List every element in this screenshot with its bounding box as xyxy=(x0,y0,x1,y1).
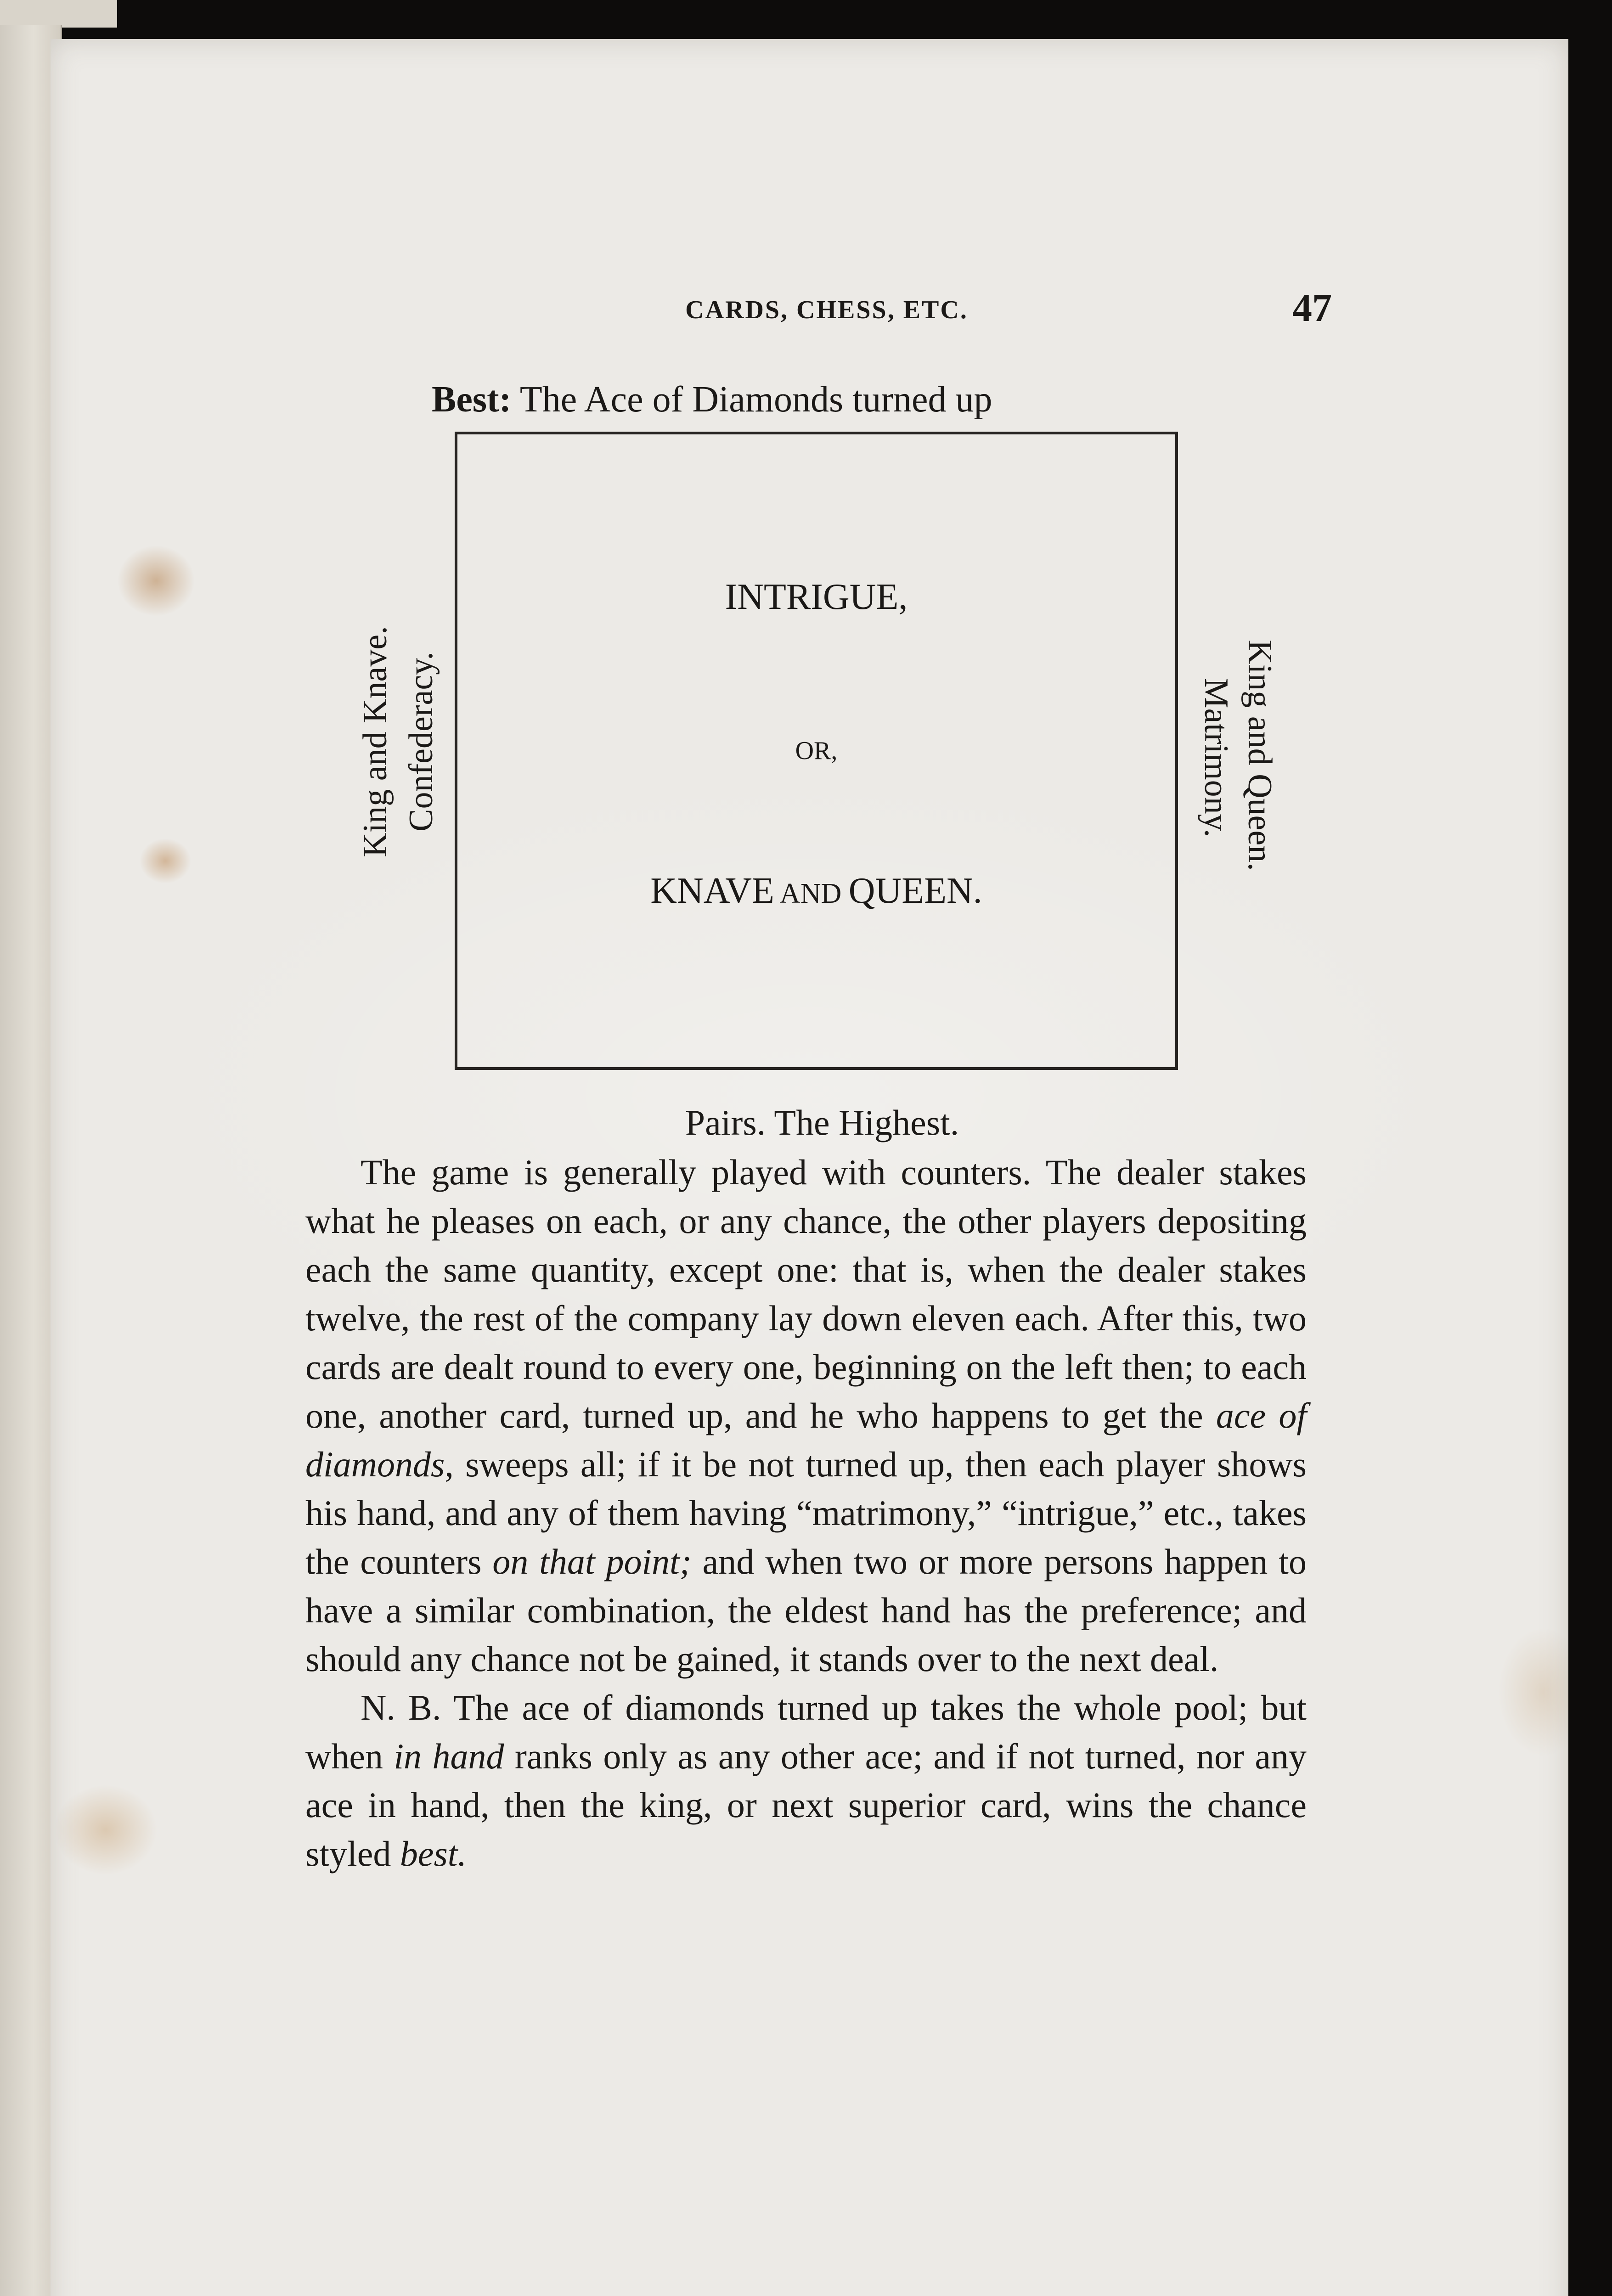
diagram-bottom-label: Pairs. The Highest. xyxy=(685,1103,959,1142)
queen-word: QUEEN. xyxy=(848,871,982,911)
diagram-left-inner-label: Confederacy. xyxy=(402,652,440,832)
diagram-right-inner-label: Matrimony. xyxy=(1197,678,1235,838)
diagram-left-outer-label: King and Knave. xyxy=(356,626,394,857)
page-number: 47 xyxy=(1292,286,1332,330)
paragraph-rules: The game is generally played with counters. The dealer stakes what he pleases on each, or any chance, the other players depositing each the same quantity, except one: that is, when the dealer stakes twelve, the rest of the company lay down eleven each. After this, two cards are dealt round to every one, beginning on the left then; to each one, another card, turned up, and he who happens to get the ace of diamonds, sweeps all; if it be not turned up, then each player shows his hand, and any of them having “matrimony,” “intrigue,” etc., takes the counters on that point; and when two or more persons happen to have a similar combination, the eldest hand has the preference; and should any chance not be gained, it stands over to the next deal. xyxy=(305,1152,1307,1679)
diagram-top-label xyxy=(432,374,1194,425)
emphasis-best: best. xyxy=(400,1834,467,1874)
diagram-right-outer-label: King and Queen. xyxy=(1241,640,1279,871)
paragraph-note: N. B. The ace of diamonds turned up takes the whole pool; but when in hand ranks only as any other ace; and if not turned, nor any ace in hand, then the king, or next superior card, wins the chance styled best. xyxy=(305,1688,1307,1874)
and-word: AND xyxy=(774,878,849,909)
running-head: CARDS, CHESS, ETC. xyxy=(685,296,968,324)
body-text xyxy=(305,1148,1307,1878)
best-description: The Ace of Diamonds turned up xyxy=(511,379,992,420)
emphasis-on-that-point: on that point; xyxy=(492,1542,692,1581)
previous-page-tab xyxy=(0,0,117,28)
best-label: Best: xyxy=(432,379,512,420)
diagram-center-knave-queen xyxy=(455,866,1178,916)
emphasis-in-hand: in hand xyxy=(394,1736,504,1776)
emphasis-ace-of-diamonds: ace of diamonds xyxy=(305,1396,1307,1484)
knave-word: KNAVE xyxy=(650,871,774,911)
diagram-center-or: OR, xyxy=(795,737,838,765)
diagram-center-intrigue: INTRIGUE, xyxy=(725,577,908,617)
